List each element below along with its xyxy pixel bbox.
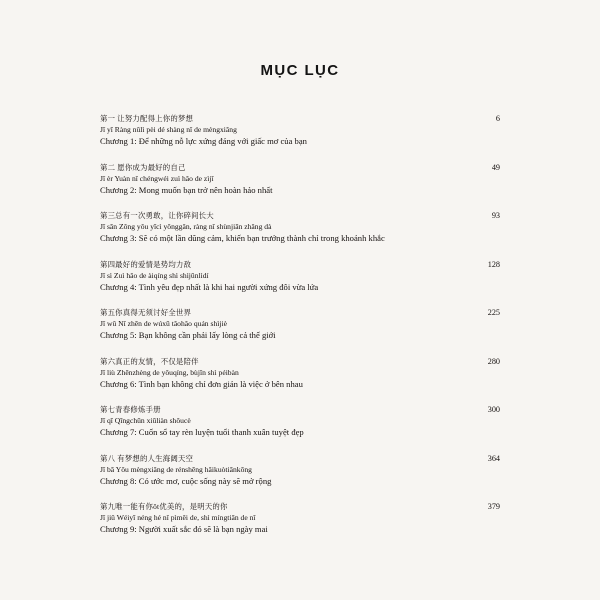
toc-entry-vietnamese: Chương 6: Tình bạn không chỉ đơn giản là việc ở bên nhau <box>100 378 303 389</box>
toc-entry-vietnamese: Chương 2: Mong muốn bạn trở nên hoàn hảo nhất <box>100 184 273 195</box>
toc-entry[interactable] <box>100 501 500 535</box>
toc-entry-chinese: 第七青春修炼手册 <box>100 405 161 414</box>
toc-entry-chinese: 第二 愿你成为最好的自己 <box>100 162 186 172</box>
toc-entry-page-number: 300 <box>487 405 500 414</box>
toc-entry-chinese: 第一 让努力配得上你的梦想 <box>100 114 194 123</box>
toc-entry[interactable] <box>100 210 500 244</box>
toc-entry-vietnamese: Chương 9: Người xuất sắc đó sẽ là bạn ngày mai <box>100 524 268 534</box>
toc-entry-pinyin: Jǐ sān Zǒng yǒu yīcì yǒnggǎn, ràng nǐ shùnjiān zhǎng dà <box>100 222 272 231</box>
toc-entry-vietnamese: Chương 8: Có ước mơ, cuộc sống này sẽ mở rộng <box>100 475 272 486</box>
toc-entry-chinese: 第八 有梦想的人生海阔天空 <box>100 453 194 463</box>
toc-entry-page-number: 280 <box>487 356 500 366</box>
toc-entry-pinyin: Jǐ wǔ Nǐ zhēn de wúxū tǎohǎo quán shìjiè <box>100 319 227 328</box>
toc-entry[interactable] <box>100 259 500 293</box>
toc-entry-vietnamese: Chương 3: Sẽ có một lần dũng cảm, khiến bạn trưởng thành chỉ trong khoảnh khắc <box>100 233 385 243</box>
toc-entry-page-number: 93 <box>491 211 500 220</box>
toc-entry-chinese: 第六真正的友情，不仅是陪伴 <box>100 356 199 366</box>
table-of-contents <box>100 113 500 535</box>
toc-entry-text <box>100 162 456 196</box>
toc-entry-text <box>100 404 456 438</box>
toc-entry[interactable] <box>100 307 500 341</box>
toc-entry-vietnamese: Chương 1: Để những nỗ lực xứng đáng với giấc mơ của bạn <box>100 136 307 146</box>
toc-entry-chinese: 第九唯一能有你ôt优美的，是明天的你 <box>100 502 228 511</box>
toc-entry[interactable] <box>100 113 500 147</box>
toc-entry-vietnamese: Chương 4: Tình yêu đẹp nhất là khi hai người xứng đôi vừa lứa <box>100 281 319 292</box>
toc-entry-text <box>100 307 456 341</box>
toc-entry-pinyin: Jǐ qī Qīngchūn xiūliàn shǒucè <box>100 416 191 425</box>
page-title: MỤC LỤC <box>260 62 340 79</box>
toc-entry[interactable] <box>100 404 500 438</box>
toc-entry-page-number: 379 <box>487 502 500 511</box>
toc-entry-pinyin: Jǐ liù Zhēnzhèng de yǒuqíng, bùjǐn shì péibàn <box>100 367 239 377</box>
toc-entry-vietnamese: Chương 7: Cuốn sổ tay rèn luyện tuổi thanh xuân tuyệt đẹp <box>100 427 304 437</box>
toc-entry-page-number: 225 <box>487 308 500 317</box>
toc-entry-page-number: 364 <box>487 453 500 463</box>
toc-entry-vietnamese: Chương 5: Bạn không cần phải lấy lòng cả thế giới <box>100 330 276 340</box>
toc-entry[interactable] <box>100 356 500 390</box>
toc-entry[interactable] <box>100 162 500 196</box>
toc-entry-text <box>100 356 456 390</box>
toc-entry-page-number: 49 <box>491 162 500 172</box>
toc-entry-text <box>100 113 456 147</box>
toc-entry-text <box>100 259 456 293</box>
toc-entry-pinyin: Jǐ jiǔ Wéiyī néng hé nǐ pìměi de, shì míngtiān de nǐ <box>100 513 256 522</box>
toc-entry-pinyin: Jǐ bā Yǒu mèngxiǎng de rénshēng hǎikuòtiānkōng <box>100 464 252 474</box>
toc-entry-chinese: 第五你真得无须讨好全世界 <box>100 308 192 317</box>
toc-entry-page-number: 6 <box>495 114 500 123</box>
toc-entry-pinyin: Jǐ èr Yuàn nǐ chéngwéi zuì hǎo de zìjǐ <box>100 173 214 183</box>
toc-entry-page-number: 128 <box>487 259 500 269</box>
toc-entry-chinese: 第四最好的爱情是势均力敌 <box>100 259 192 269</box>
toc-entry-text <box>100 453 456 487</box>
toc-entry-text <box>100 210 456 244</box>
toc-entry-text <box>100 501 456 535</box>
toc-entry-pinyin: Jǐ yī Ràng nǔlì pèi dé shàng nǐ de mèngxiǎng <box>100 125 237 134</box>
toc-entry[interactable] <box>100 453 500 487</box>
toc-entry-chinese: 第三总有一次勇敢，让你碎间长大 <box>100 211 214 220</box>
toc-entry-pinyin: Jǐ sì Zuì hǎo de àiqíng shì shìjūnlìdí <box>100 270 209 280</box>
